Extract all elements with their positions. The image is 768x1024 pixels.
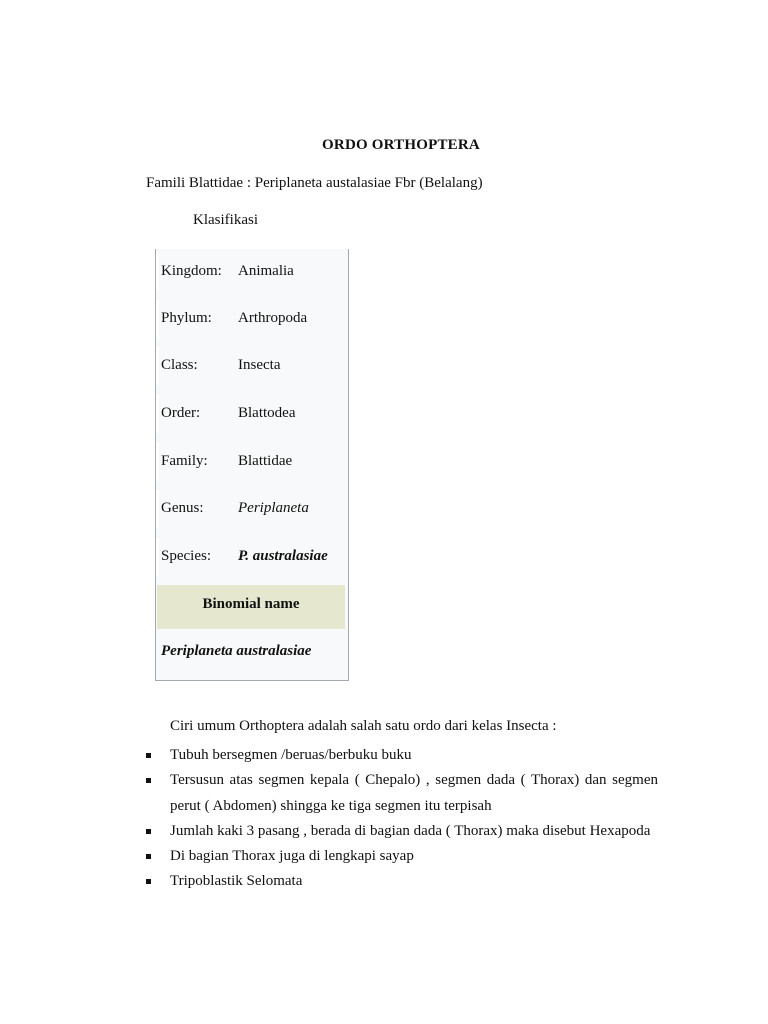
intro-text: Ciri umum Orthoptera adalah salah satu ordo dari kelas Insecta :	[170, 718, 557, 734]
binomial-name-value: Periplaneta australasiae	[161, 643, 312, 659]
row-divider	[156, 253, 159, 291]
characteristics-list	[146, 743, 658, 895]
taxobox-label: Kingdom:	[161, 263, 222, 279]
square-bullet-icon	[146, 879, 151, 884]
taxobox-label: Class:	[161, 357, 198, 373]
list-item-text: Tripoblastik Selomata	[170, 873, 303, 890]
row-divider	[156, 443, 159, 481]
list-item	[146, 869, 658, 894]
taxobox-label: Phylum:	[161, 310, 212, 326]
klasifikasi-heading: Klasifikasi	[193, 212, 258, 228]
list-item	[146, 844, 658, 869]
row-divider	[156, 347, 159, 385]
taxobox-label: Species:	[161, 548, 211, 564]
list-item-text: Tubuh bersegmen /beruas/berbuku buku	[170, 747, 412, 763]
taxobox-row-order	[155, 391, 347, 438]
taxobox-value: Animalia	[238, 263, 294, 279]
taxobox-value: Blattodea	[238, 405, 296, 421]
list-item	[146, 819, 658, 844]
list-item	[146, 768, 658, 819]
taxobox-row-phylum	[155, 296, 347, 343]
list-item-text: Tersusun atas segmen kepala ( Chepalo) , segmen dada ( Thorax) dan segmen perut ( Abdomen) shingga ke tiga segmen itu terpisah	[170, 772, 658, 814]
taxobox-value: P. australasiae	[238, 548, 328, 564]
list-item-text: Jumlah kaki 3 pasang , berada di bagian dada ( Thorax) maka disebut Hexapoda	[170, 822, 651, 839]
taxobox-label: Genus:	[161, 500, 204, 516]
square-bullet-icon	[146, 778, 151, 783]
page-title: ORDO ORTHOPTERA	[322, 137, 480, 153]
taxobox	[155, 249, 349, 681]
famili-line: Famili Blattidae : Periplaneta austalasiae Fbr (Belalang)	[146, 175, 483, 191]
taxobox-row-kingdom	[155, 249, 347, 296]
taxobox-row-class	[155, 343, 347, 390]
row-divider	[156, 538, 159, 576]
taxobox-value: Arthropoda	[238, 310, 308, 326]
binomial-name-header: Binomial name	[157, 585, 345, 629]
list-item-text: Di bagian Thorax juga di lengkapi sayap	[170, 848, 414, 865]
taxobox-label: Order:	[161, 405, 201, 421]
taxobox-label: Family:	[161, 453, 208, 469]
taxobox-row-species	[155, 534, 347, 581]
taxobox-row-family	[155, 439, 347, 486]
square-bullet-icon	[146, 753, 151, 758]
list-item	[146, 743, 658, 768]
row-divider	[156, 300, 159, 338]
row-divider	[156, 490, 159, 528]
taxobox-row-genus	[155, 486, 347, 533]
square-bullet-icon	[146, 854, 151, 859]
taxobox-value: Insecta	[238, 357, 281, 373]
square-bullet-icon	[146, 829, 151, 834]
taxobox-value: Periplaneta	[238, 500, 309, 516]
row-divider	[156, 395, 159, 433]
taxobox-value: Blattidae	[238, 453, 293, 469]
